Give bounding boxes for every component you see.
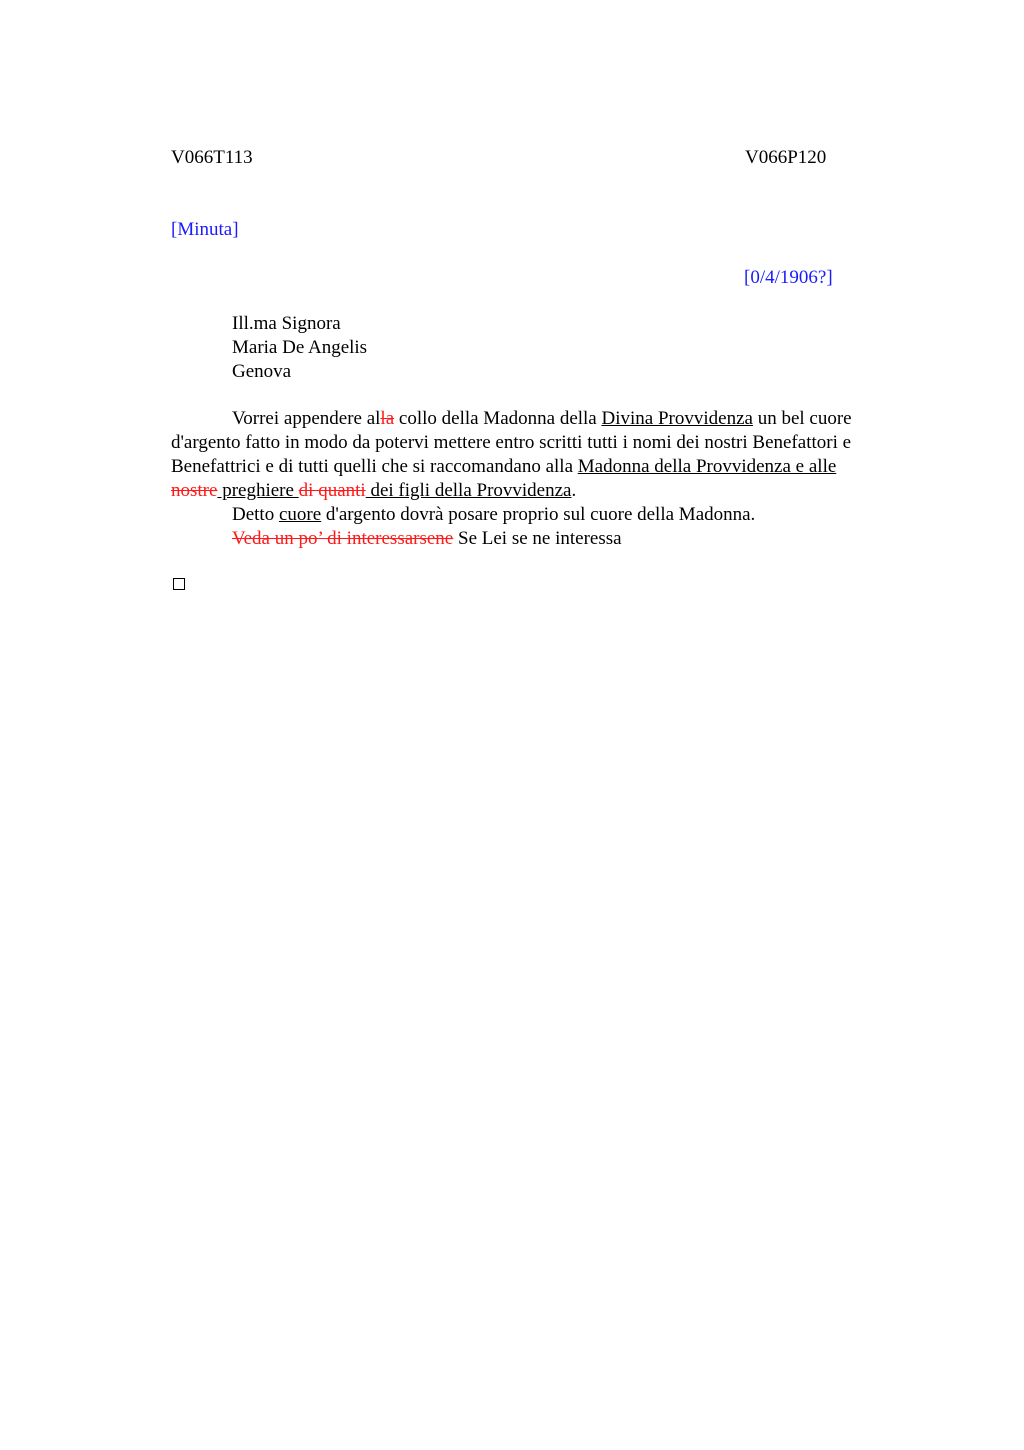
underlined-text: preghiere (217, 480, 299, 501)
underlined-text: dei figli della Provvidenza (365, 480, 572, 501)
text-run: Vorrei appendere al (232, 408, 381, 429)
checkbox-square-icon (173, 578, 185, 590)
deleted-text: Veda un po’ di interessarsene (232, 528, 454, 549)
underlined-text: cuore (278, 504, 322, 525)
address-line-1: Ill.ma Signora (232, 313, 341, 334)
paragraph-1-line-1 (232, 407, 852, 431)
deleted-text: la (380, 408, 395, 429)
paragraph-1-line-3 (171, 455, 836, 479)
letter-date: [0/4/1906?] (744, 267, 833, 288)
paragraph-1-line-2: d'argento fatto in modo da potervi mettere entro scritti tutti i nomi dei nostri Benefattori e (171, 432, 852, 453)
document-code-right: V066P120 (745, 147, 827, 168)
paragraph-1-line-4 (171, 479, 576, 503)
minuta-label: [Minuta] (171, 219, 239, 240)
address-line-2: Maria De Angelis (232, 337, 368, 358)
address-line-3: Genova (232, 361, 292, 382)
text-run: . (571, 480, 577, 501)
underlined-text: Divina Provvidenza (601, 408, 753, 429)
underlined-text: Madonna della Provvidenza e alle (577, 456, 837, 477)
document-code-left: V066T113 (171, 147, 253, 168)
deleted-text: nostre (171, 480, 218, 501)
text-run: Se Lei se ne interessa (453, 528, 622, 549)
text-run: Benefattrici e di tutti quelli che si raccomandano alla (171, 456, 578, 477)
paragraph-2 (232, 503, 755, 527)
text-run: Detto (232, 504, 279, 525)
text-run: d'argento dovrà posare proprio sul cuore della Madonna. (321, 504, 756, 525)
paragraph-3 (232, 527, 622, 551)
text-run: un bel cuore (752, 408, 852, 429)
text-run: collo della Madonna della (394, 408, 602, 429)
deleted-text: di quanti (298, 480, 366, 501)
